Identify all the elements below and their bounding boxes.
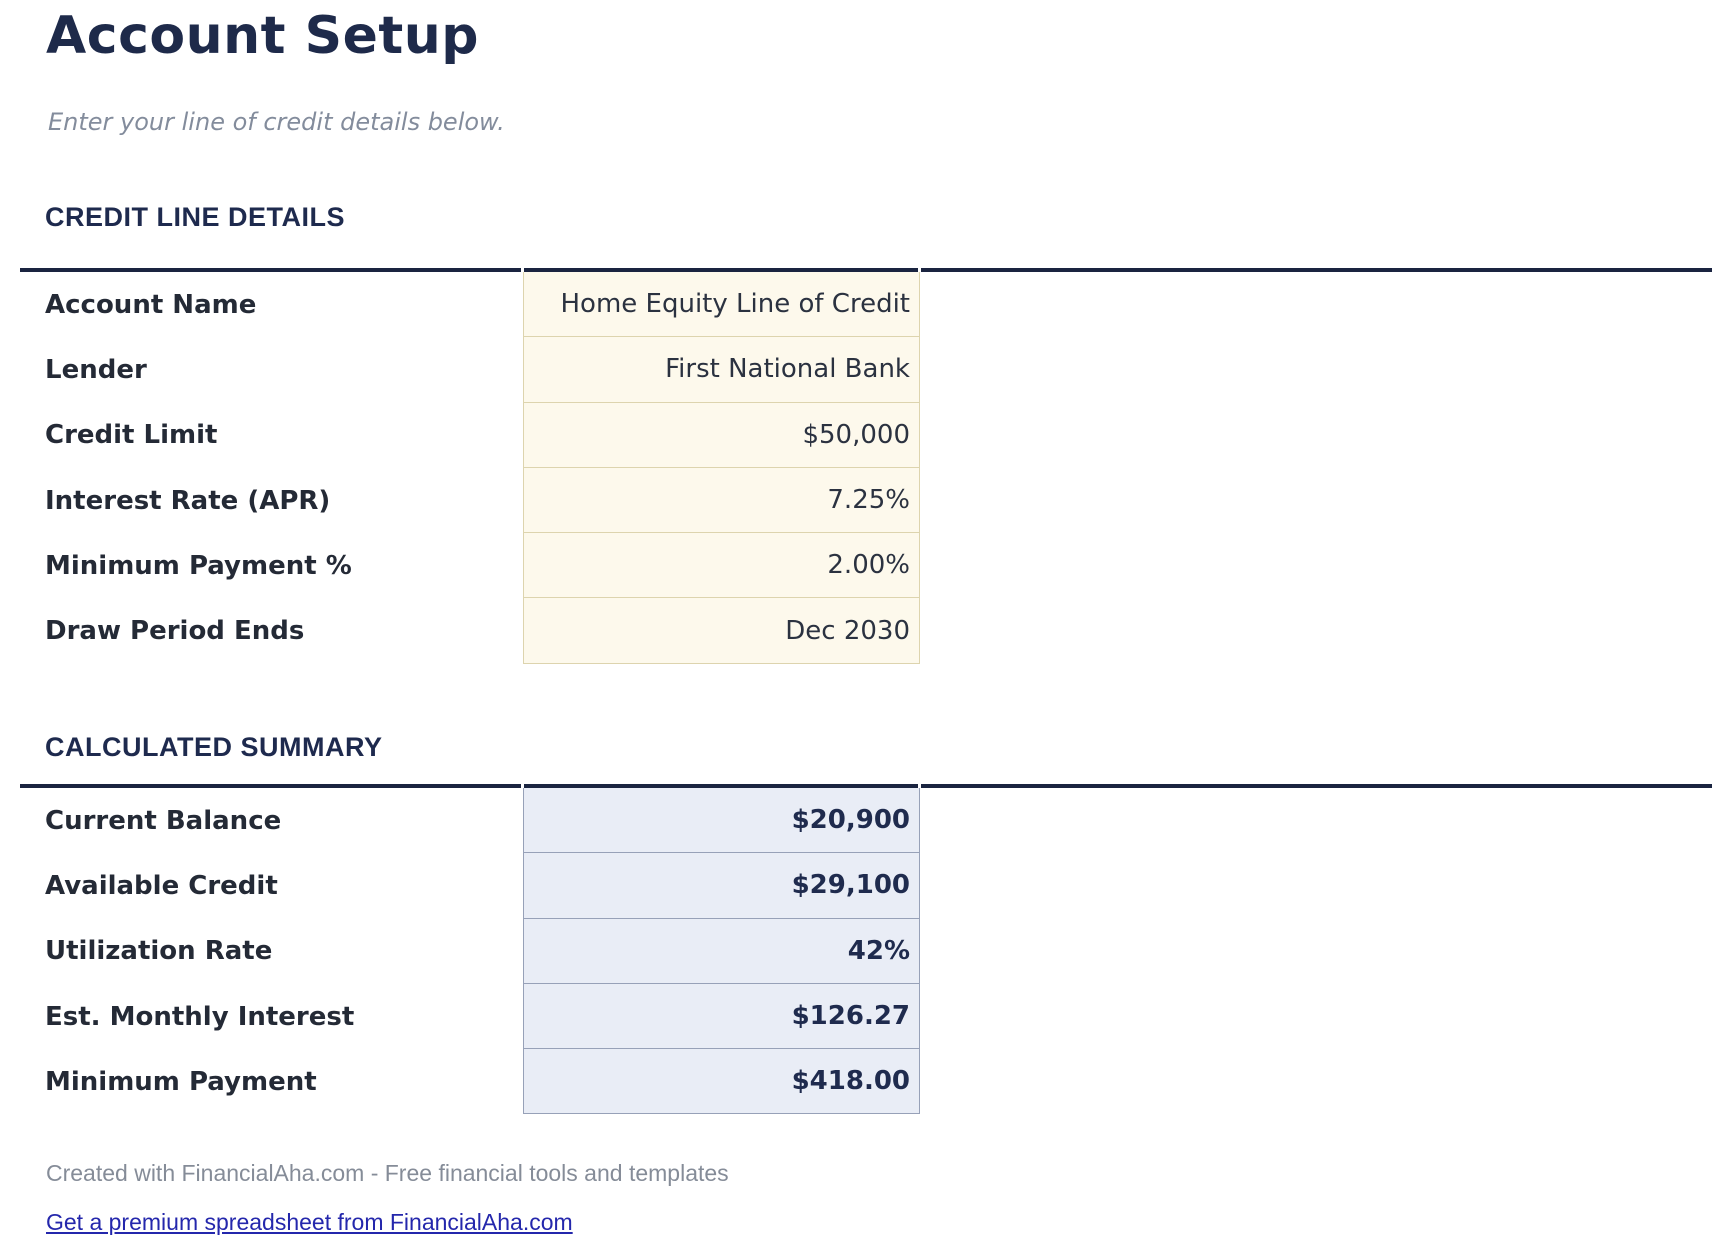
calculated-summary-table (0, 788, 1732, 1114)
footer-credit-text: Created with FinancialAha.com - Free financial tools and templates (46, 1160, 729, 1186)
account-name-input[interactable]: Home Equity Line of Credit (523, 272, 920, 337)
field-row-draw-period-ends (0, 598, 1732, 663)
field-row-credit-limit (0, 403, 1732, 468)
lender-label: Lender (45, 354, 147, 385)
interest-rate-label: Interest Rate (APR) (45, 485, 331, 516)
field-row-account-name (0, 272, 1732, 337)
field-row-utilization-rate (0, 919, 1732, 984)
credit-line-details-table (0, 272, 1732, 664)
current-balance-value: $20,900 (523, 788, 920, 853)
utilization-rate-label: Utilization Rate (45, 936, 273, 967)
field-row-minimum-payment-pct (0, 533, 1732, 598)
minimum-payment-pct-input[interactable]: 2.00% (523, 533, 920, 598)
field-row-interest-rate (0, 468, 1732, 533)
field-row-est-monthly-interest (0, 984, 1732, 1049)
est-monthly-interest-value: $126.27 (523, 984, 920, 1049)
section-heading-calculated-summary: CALCULATED SUMMARY (45, 732, 383, 762)
field-row-lender (0, 337, 1732, 402)
utilization-rate-value: 42% (523, 919, 920, 984)
credit-limit-label: Credit Limit (45, 420, 218, 451)
field-row-available-credit (0, 853, 1732, 918)
minimum-payment-value: $418.00 (523, 1049, 920, 1114)
est-monthly-interest-label: Est. Monthly Interest (45, 1001, 355, 1032)
available-credit-label: Available Credit (45, 870, 278, 901)
credit-limit-input[interactable]: $50,000 (523, 403, 920, 468)
interest-rate-input[interactable]: 7.25% (523, 468, 920, 533)
lender-input[interactable]: First National Bank (523, 337, 920, 402)
field-row-current-balance (0, 788, 1732, 853)
page-title: Account Setup (46, 6, 479, 66)
section-heading-credit-line-details: CREDIT LINE DETAILS (45, 202, 346, 232)
premium-spreadsheet-link[interactable]: Get a premium spreadsheet from FinancialAha.com (46, 1209, 573, 1235)
available-credit-value: $29,100 (523, 853, 920, 918)
draw-period-ends-input[interactable]: Dec 2030 (523, 598, 920, 663)
minimum-payment-label: Minimum Payment (45, 1066, 317, 1097)
page-subtitle: Enter your line of credit details below. (48, 108, 505, 136)
current-balance-label: Current Balance (45, 805, 282, 836)
minimum-payment-pct-label: Minimum Payment % (45, 550, 352, 581)
field-row-minimum-payment (0, 1049, 1732, 1114)
account-name-label: Account Name (45, 289, 257, 320)
draw-period-ends-label: Draw Period Ends (45, 616, 305, 647)
